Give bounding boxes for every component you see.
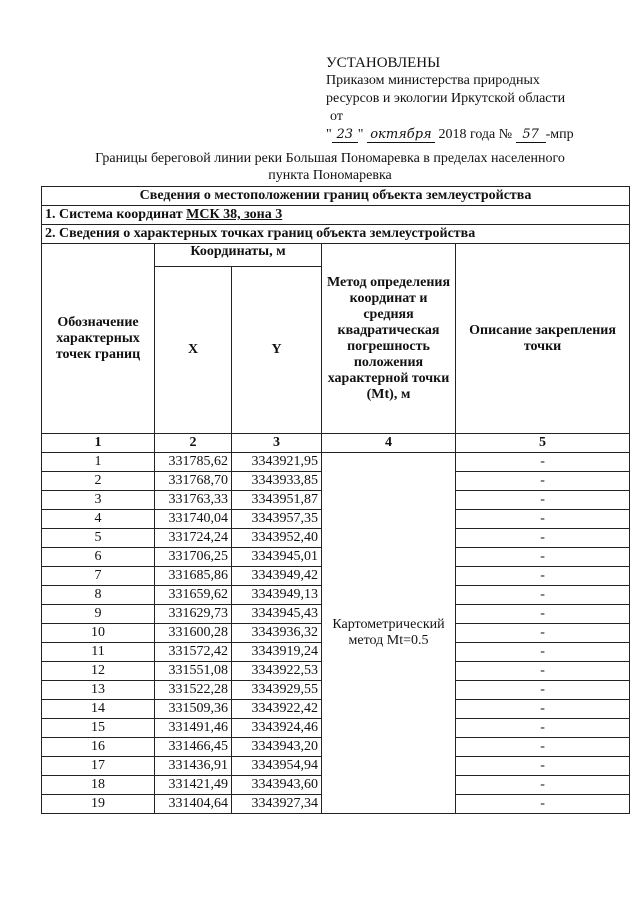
point-description: - <box>456 472 630 491</box>
column-number: 5 <box>456 434 630 453</box>
point-description: - <box>456 681 630 700</box>
point-number: 16 <box>42 738 155 757</box>
approval-month: октября <box>367 128 435 143</box>
coordinate-x: 331785,62 <box>155 453 232 472</box>
point-description: - <box>456 757 630 776</box>
document-title-line-1: Границы береговой линии реки Большая Пономаревка в пределах населенного <box>95 151 565 166</box>
point-description: - <box>456 510 630 529</box>
coordinate-x: 331509,36 <box>155 700 232 719</box>
point-description: - <box>456 453 630 472</box>
point-number: 3 <box>42 491 155 510</box>
coordinate-system-row <box>42 206 630 225</box>
point-number: 6 <box>42 548 155 567</box>
coordinate-y: 3343933,85 <box>232 472 322 491</box>
coordinate-x: 331740,04 <box>155 510 232 529</box>
coordinate-x: 331629,73 <box>155 605 232 624</box>
point-number: 9 <box>42 605 155 624</box>
section-title-row <box>42 187 630 206</box>
coordinate-y: 3343945,01 <box>232 548 322 567</box>
column-number: 2 <box>155 434 232 453</box>
approval-suffix: -мпр <box>545 127 574 142</box>
point-number: 8 <box>42 586 155 605</box>
coordinate-x: 331659,62 <box>155 586 232 605</box>
point-number: 4 <box>42 510 155 529</box>
header-point: Обозначение характерных точек границ <box>42 244 155 434</box>
coordinate-x: 331421,49 <box>155 776 232 795</box>
coordinate-x: 331706,25 <box>155 548 232 567</box>
point-description: - <box>456 795 630 814</box>
points-title: 2. Сведения о характерных точках границ объекта землеустройства <box>42 225 630 244</box>
coordinate-y: 3343921,95 <box>232 453 322 472</box>
point-number: 19 <box>42 795 155 814</box>
coordinate-y: 3343927,34 <box>232 795 322 814</box>
coordinate-x: 331763,33 <box>155 491 232 510</box>
column-number: 4 <box>322 434 456 453</box>
point-description: - <box>456 548 630 567</box>
point-description: - <box>456 586 630 605</box>
approval-year: 2018 года № <box>438 127 513 142</box>
point-description: - <box>456 491 630 510</box>
table-body <box>42 453 630 814</box>
coordinate-x: 331685,86 <box>155 567 232 586</box>
point-number: 10 <box>42 624 155 643</box>
coordinate-y: 3343951,87 <box>232 491 322 510</box>
coordinate-x: 331572,42 <box>155 643 232 662</box>
point-number: 15 <box>42 719 155 738</box>
coordinate-x: 331768,70 <box>155 472 232 491</box>
approval-line-2: ресурсов и экологии Иркутской области <box>326 91 566 106</box>
coordinate-y: 3343949,13 <box>232 586 322 605</box>
header-row-1 <box>42 244 630 267</box>
coordinate-y: 3343924,46 <box>232 719 322 738</box>
coordinate-x: 331600,28 <box>155 624 232 643</box>
header-y: Y <box>232 267 322 434</box>
coordinate-x: 331436,91 <box>155 757 232 776</box>
point-description: - <box>456 624 630 643</box>
approval-date-line: " 23 " октября 2018 года № 57 -мпр <box>326 127 574 142</box>
coordinate-y: 3343954,94 <box>232 757 322 776</box>
approval-heading: УСТАНОВЛЕНЫ <box>326 55 441 71</box>
coordinate-x: 331551,08 <box>155 662 232 681</box>
point-number: 14 <box>42 700 155 719</box>
approval-line-1: Приказом министерства природных <box>326 73 540 88</box>
coordinate-y: 3343943,20 <box>232 738 322 757</box>
coordinate-x: 331724,24 <box>155 529 232 548</box>
header-description: Описание закрепления точки <box>456 244 630 434</box>
point-description: - <box>456 567 630 586</box>
document-title <box>40 150 620 184</box>
table-row <box>42 453 630 472</box>
coordinate-y: 3343919,24 <box>232 643 322 662</box>
column-numbers-row <box>42 434 630 453</box>
document-title-line-2: пункта Пономаревка <box>268 168 392 183</box>
column-number: 3 <box>232 434 322 453</box>
approval-line-3: от <box>330 109 343 124</box>
coordinate-y: 3343936,32 <box>232 624 322 643</box>
coordinate-y: 3343922,42 <box>232 700 322 719</box>
point-number: 2 <box>42 472 155 491</box>
coordinate-y: 3343922,53 <box>232 662 322 681</box>
point-number: 7 <box>42 567 155 586</box>
header-x: X <box>155 267 232 434</box>
point-number: 18 <box>42 776 155 795</box>
coordinate-y: 3343952,40 <box>232 529 322 548</box>
approval-block <box>326 54 574 144</box>
point-number: 5 <box>42 529 155 548</box>
coordinate-x: 331522,28 <box>155 681 232 700</box>
coordinate-system <box>42 206 630 225</box>
point-number: 17 <box>42 757 155 776</box>
section-title: Сведения о местоположении границ объекта землеустройства <box>42 187 630 206</box>
header-method: Метод определения координат и средняя квадратическая погрешность положения характерной точки (Mt), м <box>322 244 456 434</box>
point-description: - <box>456 776 630 795</box>
method-value: Картометрический метод Mt=0.5 <box>322 453 456 814</box>
point-number: 12 <box>42 662 155 681</box>
coordinate-y: 3343957,35 <box>232 510 322 529</box>
approval-number: 57 <box>516 128 546 143</box>
point-description: - <box>456 529 630 548</box>
coordinate-system-name: МСК 38, зона 3 <box>186 207 283 222</box>
coordinate-system-prefix: 1. Система координат <box>45 207 183 222</box>
point-description: - <box>456 700 630 719</box>
header-coordinates: Координаты, м <box>155 244 322 267</box>
approval-day: 23 <box>332 128 358 143</box>
coordinate-x: 331491,46 <box>155 719 232 738</box>
coordinate-y: 3343929,55 <box>232 681 322 700</box>
point-description: - <box>456 662 630 681</box>
column-number: 1 <box>42 434 155 453</box>
point-description: - <box>456 738 630 757</box>
coordinate-y: 3343943,60 <box>232 776 322 795</box>
point-number: 13 <box>42 681 155 700</box>
points-title-row <box>42 225 630 244</box>
coordinate-x: 331404,64 <box>155 795 232 814</box>
point-number: 1 <box>42 453 155 472</box>
point-description: - <box>456 605 630 624</box>
point-description: - <box>456 643 630 662</box>
coordinate-x: 331466,45 <box>155 738 232 757</box>
coordinate-y: 3343945,43 <box>232 605 322 624</box>
point-description: - <box>456 719 630 738</box>
coordinate-y: 3343949,42 <box>232 567 322 586</box>
point-number: 11 <box>42 643 155 662</box>
coordinates-table <box>41 186 630 814</box>
